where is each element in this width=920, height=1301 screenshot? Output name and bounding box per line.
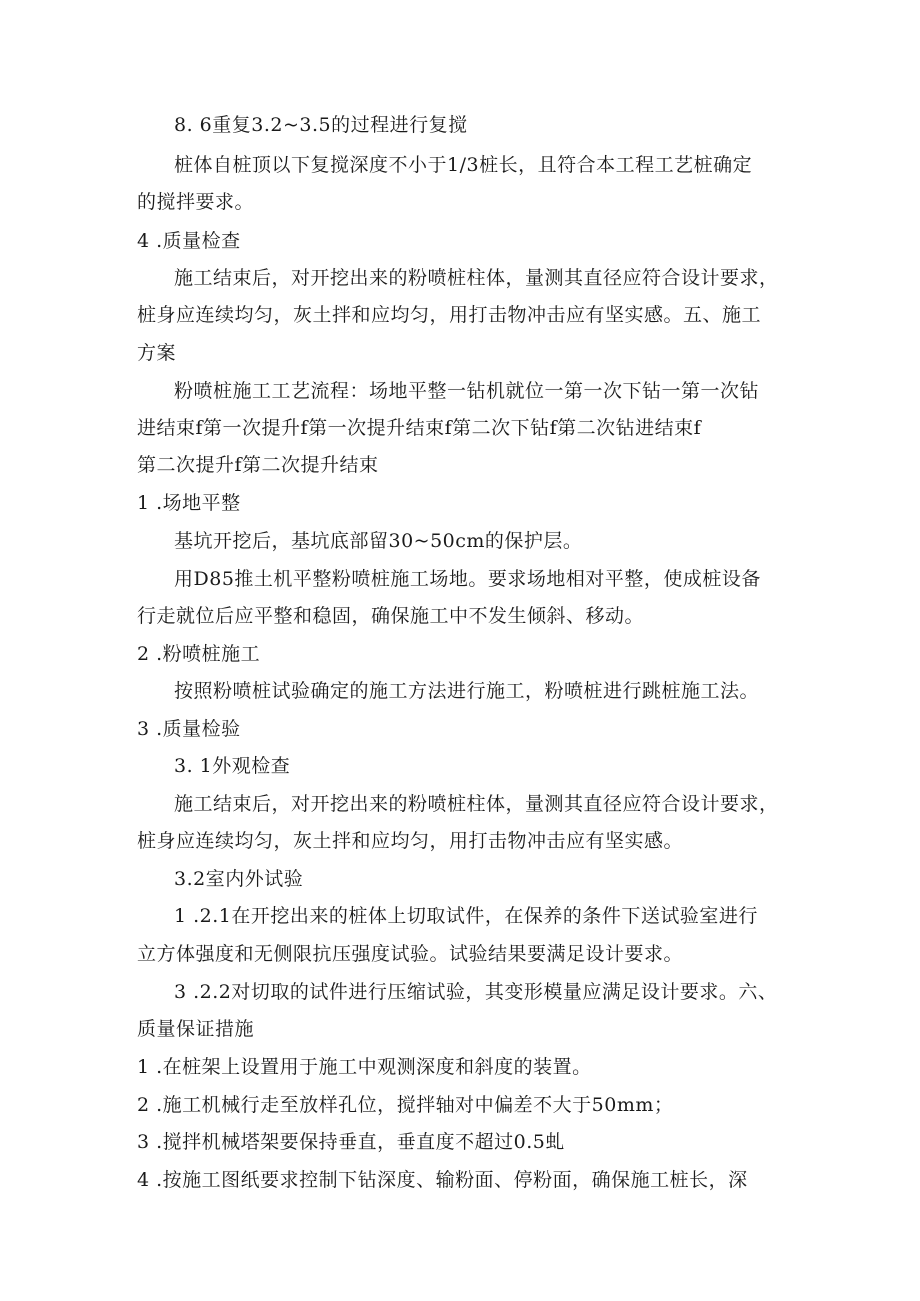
list-item: 4 .按施工图纸要求控制下钻深度、输粉面、停粉面，确保施工桩长，深 [137,1169,748,1191]
paragraph-line: 立方体强度和无侧限抗压强度试验。试验结果要满足设计要求。 [137,943,684,965]
paragraph-line: 按照粉喷桩试验确定的施工方法进行施工，粉喷桩进行跳桩施工法。 [174,680,760,702]
paragraph-line: 质量保证措施 [137,1018,255,1040]
section-heading-pile-construction: 2 .粉喷桩施工 [137,643,261,665]
paragraph-line: 方案 [137,342,177,364]
paragraph-line: 施工结束后，对开挖出来的粉喷桩柱体，量测其直径应符合设计要求， [174,793,779,815]
paragraph-line: 进结束f第一次提升f第一次提升结束f第二次下钻f第二次钻进结束f [137,417,702,439]
paragraph-line: 粉喷桩施工工艺流程：场地平整一钻机就位一第一次下钻一第一次钻 [174,380,760,402]
subsection-heading-8-6: 8. 6重复3.2~3.5的过程进行复搅 [174,114,468,136]
section-heading-site-leveling: 1 .场地平整 [137,492,241,514]
list-item: 2 .施工机械行走至放样孔位，搅拌轴对中偏差不大于50mm； [137,1094,674,1116]
paragraph-line: 桩身应连续均匀，灰土拌和应均匀，用打击物冲击应有坚实感。 [137,830,684,852]
paragraph-line: 行走就位后应平整和稳固，确保施工中不发生倾斜、移动。 [137,605,645,627]
subsection-heading-lab-tests: 3.2室内外试验 [174,868,304,890]
paragraph-line: 桩体自桩顶以下复搅深度不小于1/3桩长，且符合本工程工艺桩确定 [174,154,753,176]
list-item: 1 .在桩架上设置用于施工中观测深度和斜度的装置。 [137,1056,592,1078]
list-item: 3 .搅拌机械塔架要保持垂直，垂直度不超过0.5虬 [137,1131,565,1153]
paragraph-line: 桩身应连续均匀，灰土拌和应均匀，用打击物冲击应有坚实感。五、施工 [137,304,762,326]
paragraph-line: 的搅拌要求。 [137,191,255,213]
paragraph-line: 用D85推土机平整粉喷桩施工场地。要求场地相对平整，使成桩设备 [174,568,761,590]
paragraph-line: 基坑开挖后，基坑底部留30~50cm的保护层。 [174,530,583,552]
section-heading-quality-inspection: 3 .质量检验 [137,718,241,740]
paragraph-line: 1 .2.1在开挖出来的桩体上切取试件，在保养的条件下送试验室进行 [174,905,758,927]
paragraph-line: 3 .2.2对切取的试件进行压缩试验，其变形模量应满足设计要求。六、 [174,981,778,1003]
section-heading-quality-check: 4 .质量检查 [137,230,241,252]
paragraph-line: 施工结束后，对开挖出来的粉喷桩柱体，量测其直径应符合设计要求， [174,267,779,289]
paragraph-line: 第二次提升f第二次提升结束 [137,454,379,476]
subsection-heading-appearance-check: 3. 1外观检查 [174,755,291,777]
